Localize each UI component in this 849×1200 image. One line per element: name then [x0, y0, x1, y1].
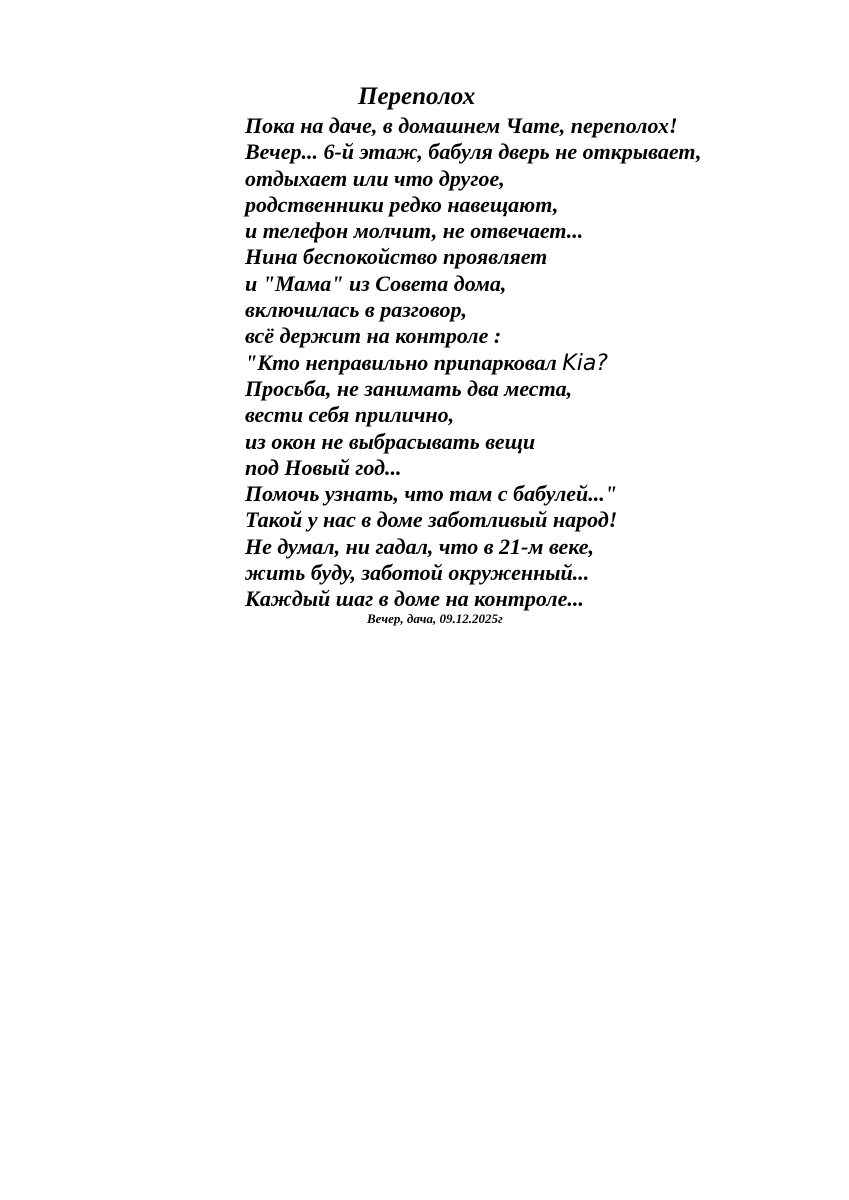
poem-signature: Вечер, дача, 09.12.2025г [367, 611, 503, 626]
poem-line [245, 271, 702, 297]
poem-line-text: Пока на даче, в домашнем Чате, переполох! [245, 113, 678, 138]
poem-line [245, 323, 702, 349]
poem-line-text: родственники редко навещают, [245, 191, 559, 217]
poem-line-text: Вечер... 6-й этаж, бабуля дверь не открывает, [245, 139, 702, 165]
poem-line-text: под Новый год... [245, 454, 402, 480]
poem-line-text: и телефон молчит, не отвечает... [245, 218, 584, 244]
poem-line-text: всё держит на контроле : [245, 323, 502, 349]
poem-line [245, 244, 702, 270]
poem-line [245, 455, 702, 481]
poem-line-text: Помочь узнать, что там с бабулей..." [245, 481, 617, 507]
poem-line [245, 429, 702, 455]
poem-line [245, 586, 702, 612]
poem-line [245, 113, 702, 139]
poem-line-text: "Кто неправильно припарковал [245, 349, 563, 375]
poem-line-text: отдыхает или что другое, [245, 165, 505, 191]
poem-line-text: из окон не выбрасывать вещи [245, 428, 536, 454]
poem-line-text: и "Мама" из Совета дома, [245, 270, 507, 296]
poem-line-text: Каждый шаг в доме на контроле... [245, 586, 584, 612]
poem-line [245, 560, 702, 586]
poem-line [245, 507, 702, 533]
poem-line [245, 166, 702, 192]
poem-body [245, 113, 702, 613]
poem-line-text: Не думал, ни гадал, что в 21-м веке, [245, 533, 595, 559]
poem-title: Переполох [358, 83, 476, 110]
poem-line [245, 376, 702, 402]
poem-line [245, 192, 702, 218]
poem-line-text: Просьба, не занимать два места, [245, 375, 573, 401]
poem-line-text: включилась в разговор, [245, 297, 467, 323]
poem-line [245, 481, 702, 507]
car-brand-text: Kia? [562, 350, 608, 376]
poem-line-text: жить буду, заботой окруженный... [245, 560, 590, 586]
poem-line-text: вести себя прилично, [245, 402, 455, 428]
poem-line [245, 402, 702, 428]
poem-line [245, 534, 702, 560]
poem-line-text: Такой у нас в доме заботливый народ! [245, 507, 618, 533]
poem-line [245, 218, 702, 244]
poem-line [245, 350, 702, 376]
poem-line [245, 297, 702, 323]
poem-line [245, 139, 702, 165]
poem-line-text: Нина беспокойство проявляет [245, 244, 548, 270]
